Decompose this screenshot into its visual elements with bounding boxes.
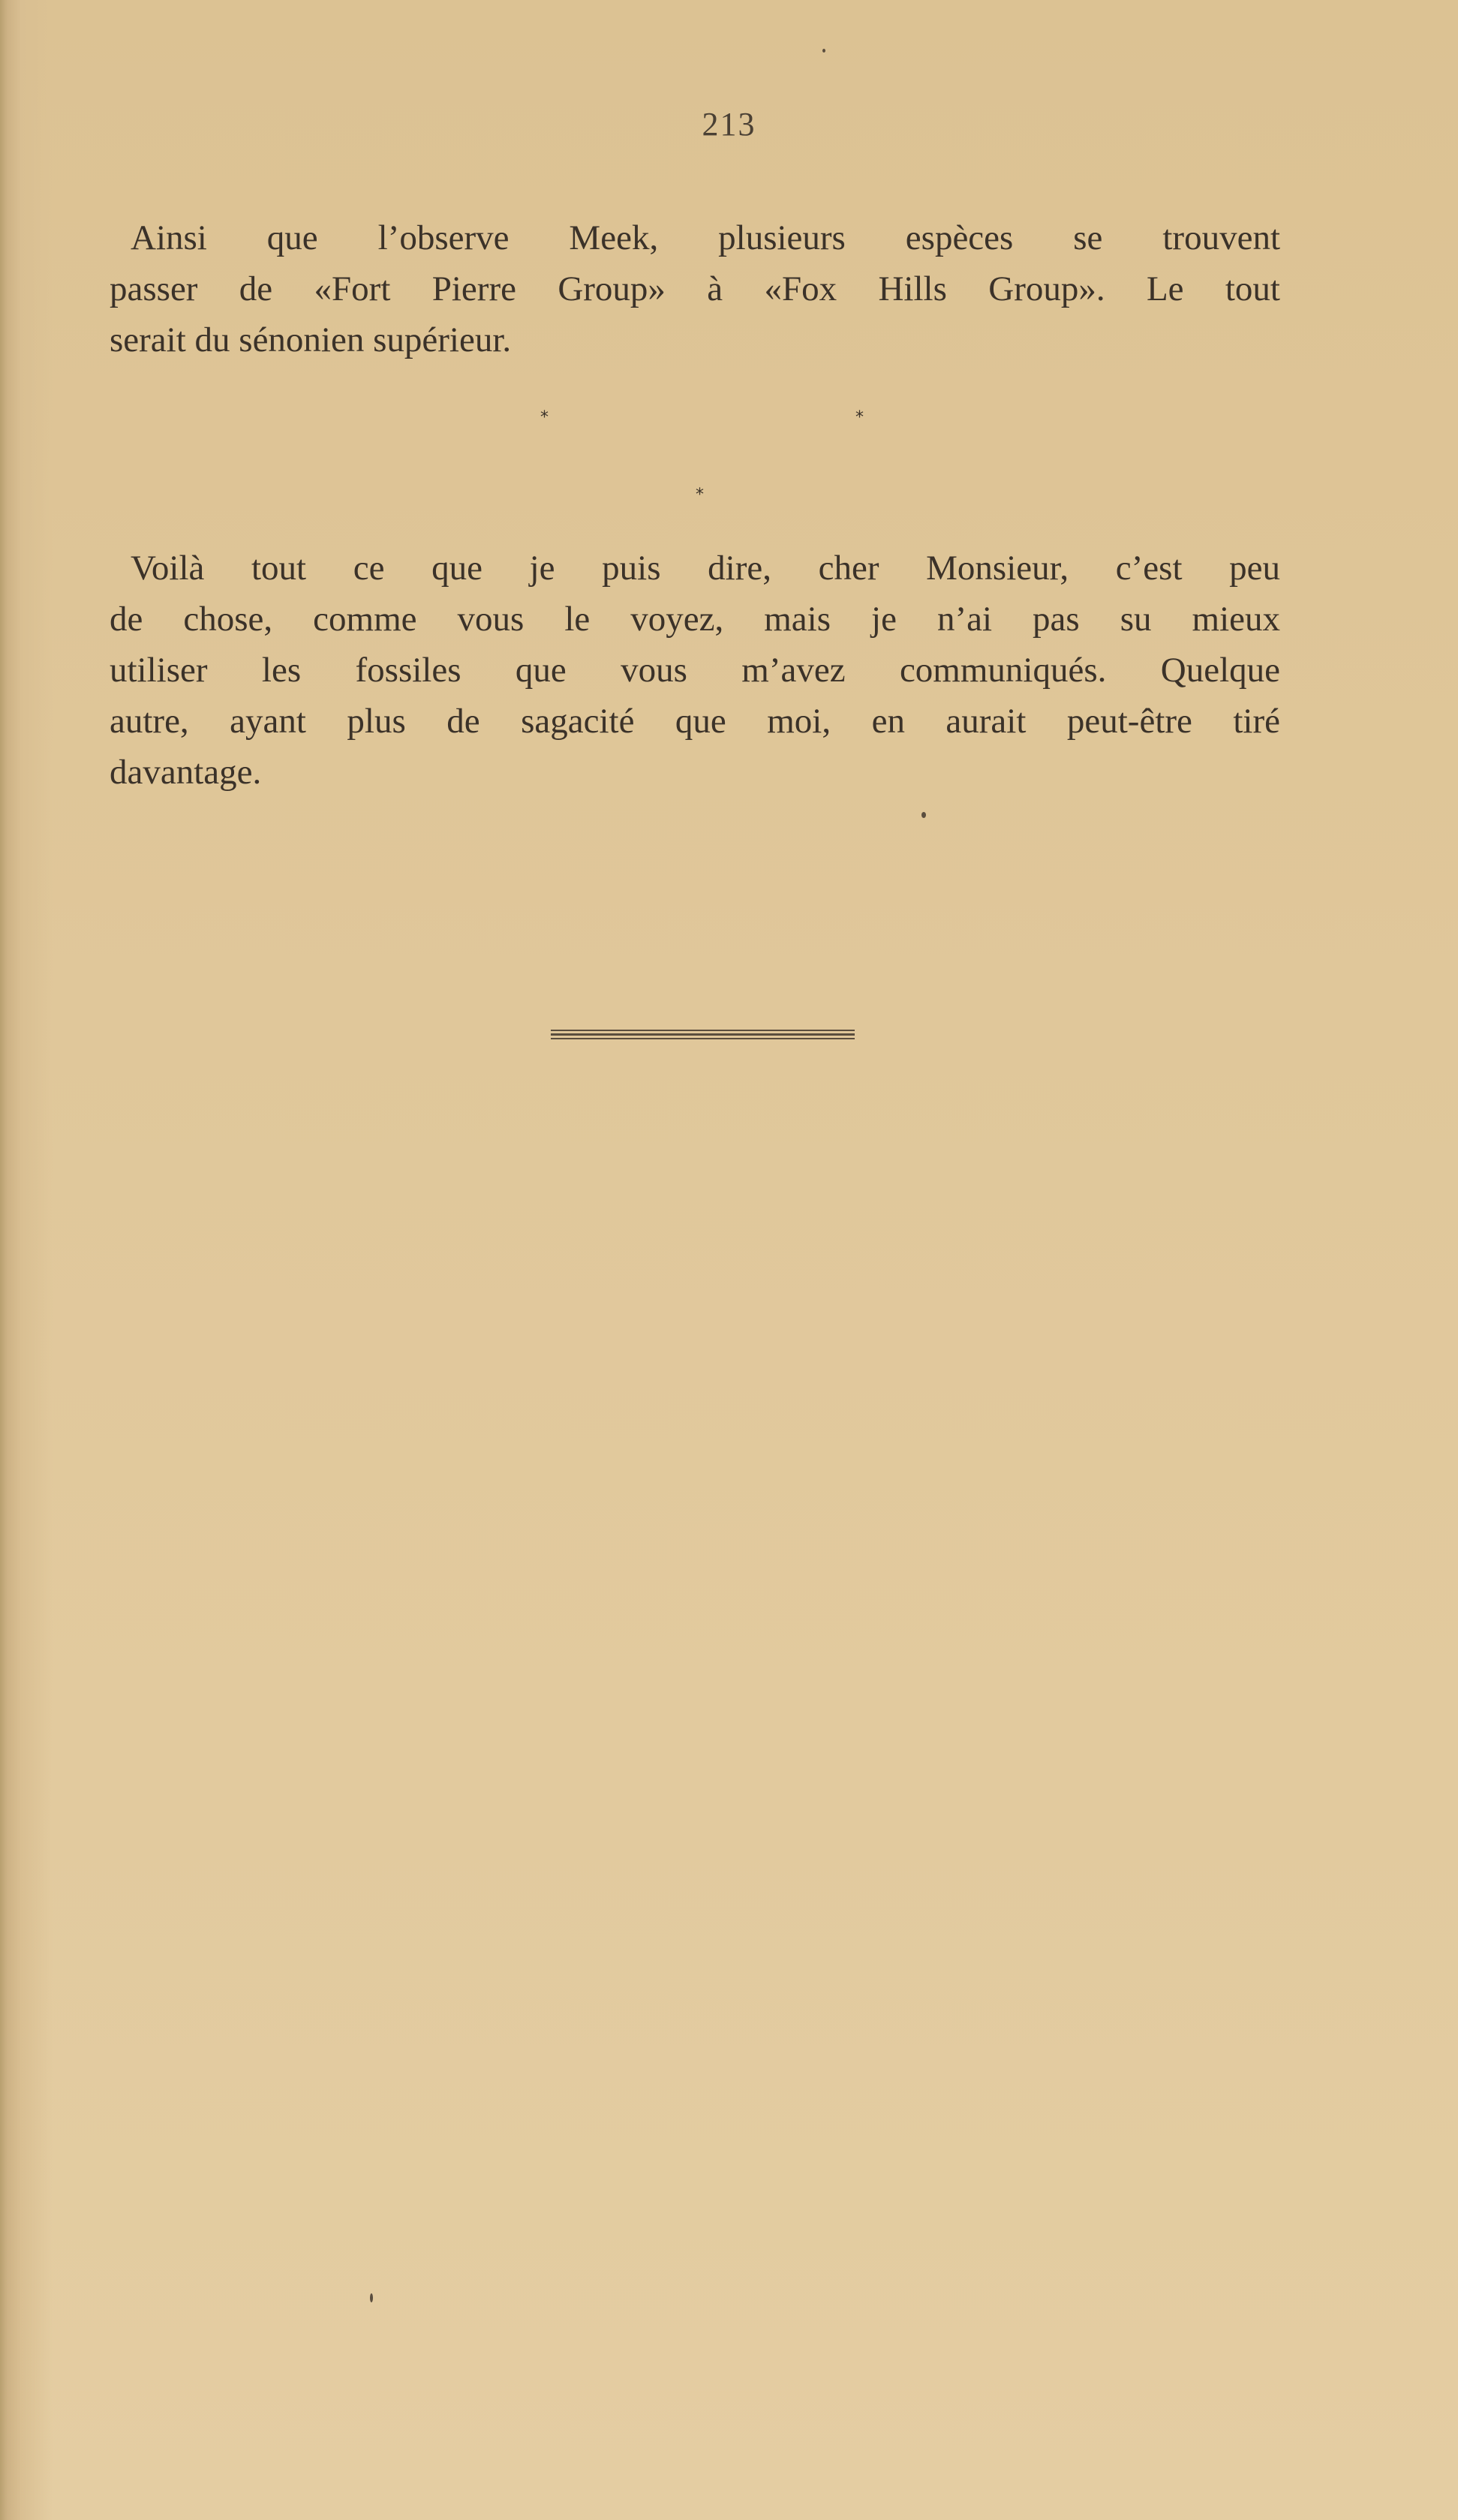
paragraph-line: passer de «Fort Pierre Group» à «Fox Hills Group». Le tout (110, 269, 1280, 308)
paragraph-line: davantage. (110, 753, 262, 792)
paper-speck (370, 2293, 373, 2302)
paper-speck (921, 812, 926, 818)
asterisk-ornament: * (540, 408, 549, 427)
asterisk-ornament: * (855, 408, 864, 427)
paragraph-closing-remarks (110, 543, 1280, 798)
section-asterism (0, 398, 1458, 518)
paper-speck (822, 49, 825, 53)
paragraph-line: de chose, comme vous le voyez, mais je n’ai pas su mieux (110, 600, 1280, 639)
asterisk-ornament: * (696, 486, 704, 504)
paragraph-line: utiliser les fossiles que vous m’avez communiqués. Quelque (110, 651, 1280, 690)
paragraph-line: serait du sénonien supérieur. (110, 320, 512, 359)
rule-line (551, 1030, 855, 1031)
paragraph-meek-observation (110, 212, 1280, 365)
paragraph-line: Ainsi que l’observe Meek, plusieurs espèces se trouvent (131, 218, 1280, 257)
paragraph-line: autre, ayant plus de sagacité que moi, en aurait peut-être tiré (110, 702, 1280, 741)
rule-line (551, 1038, 855, 1039)
rule-line (551, 1033, 855, 1036)
paragraph-line: Voilà tout ce que je puis dire, cher Monsieur, c’est peu (131, 549, 1280, 588)
page-number: 213 (702, 106, 756, 143)
end-rule-divider (551, 1030, 855, 1040)
